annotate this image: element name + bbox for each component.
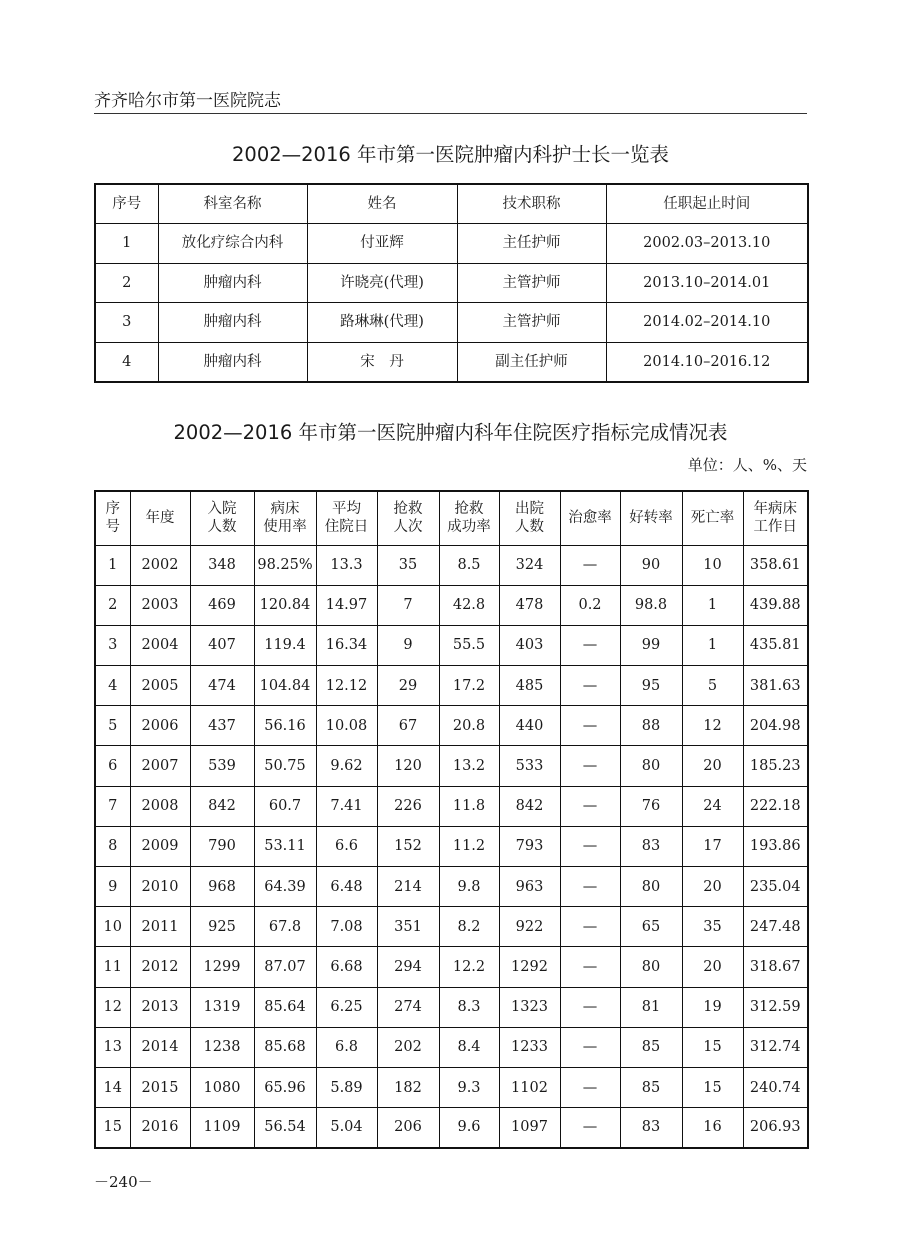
table-cell: 0.2 xyxy=(560,585,620,625)
table-cell: 2 xyxy=(95,263,158,303)
table-cell: 87.07 xyxy=(254,947,316,987)
table-cell: 439.88 xyxy=(743,585,808,625)
table-cell: — xyxy=(560,746,620,786)
table-cell: 7.41 xyxy=(316,786,377,826)
column-header-line: 住院日 xyxy=(324,519,369,536)
table-cell: 2013.10–2014.01 xyxy=(606,263,808,303)
table-cell: — xyxy=(560,786,620,826)
column-header xyxy=(560,491,620,545)
table-cell: 13.2 xyxy=(439,746,499,786)
table-row xyxy=(95,625,808,665)
table-cell: 12.2 xyxy=(439,947,499,987)
table-cell: 440 xyxy=(499,706,560,746)
column-header xyxy=(377,491,439,545)
column-header: 姓名 xyxy=(307,184,457,224)
table-cell: 204.98 xyxy=(743,706,808,746)
table-cell: 407 xyxy=(190,625,254,665)
table-cell: 2002.03–2013.10 xyxy=(606,224,808,264)
table-cell: 64.39 xyxy=(254,867,316,907)
table-cell: 7 xyxy=(377,585,439,625)
column-header-line: 好转率 xyxy=(629,510,673,527)
table-row xyxy=(95,826,808,866)
table-cell: 14 xyxy=(95,1067,130,1107)
table-cell: — xyxy=(560,706,620,746)
table-cell: 2005 xyxy=(130,666,190,706)
table-cell: 185.23 xyxy=(743,746,808,786)
column-header xyxy=(743,491,808,545)
table-cell: 152 xyxy=(377,826,439,866)
table-cell: 85 xyxy=(620,1027,682,1067)
column-header-line: 入院 xyxy=(207,501,237,518)
column-header-line: 人数 xyxy=(515,519,544,536)
table-cell: 副主任护师 xyxy=(457,342,606,382)
table-cell: 76 xyxy=(620,786,682,826)
table-cell: 65 xyxy=(620,907,682,947)
table-cell: 1292 xyxy=(499,947,560,987)
table2-title: 2002—2016 年市第一医院肿瘤内科年住院医疗指标完成情况表 xyxy=(173,421,728,444)
table-cell: 6.25 xyxy=(316,987,377,1027)
table-cell: — xyxy=(560,1108,620,1148)
table-cell: 35 xyxy=(682,907,743,947)
table-cell: 8.2 xyxy=(439,907,499,947)
table-cell: 206 xyxy=(377,1108,439,1148)
column-header: 科室名称 xyxy=(158,184,307,224)
table-cell: 1097 xyxy=(499,1108,560,1148)
page-number: －240－ xyxy=(94,1173,153,1191)
table-cell: 11.2 xyxy=(439,826,499,866)
column-header-line: 使用率 xyxy=(263,519,307,536)
table-cell: — xyxy=(560,867,620,907)
table-cell: 56.54 xyxy=(254,1108,316,1148)
table-cell: 24 xyxy=(682,786,743,826)
table-cell: 9.62 xyxy=(316,746,377,786)
table-cell: 1319 xyxy=(190,987,254,1027)
table-cell: 193.86 xyxy=(743,826,808,866)
table-cell: 35 xyxy=(377,545,439,585)
table-header-row xyxy=(95,491,808,545)
table-cell: — xyxy=(560,1067,620,1107)
table-cell: 5.04 xyxy=(316,1108,377,1148)
column-header-line: 人次 xyxy=(393,519,423,536)
table-cell: 4 xyxy=(95,666,130,706)
table-cell: 5 xyxy=(682,666,743,706)
column-header-line: 成功率 xyxy=(447,519,491,536)
table-cell: 5 xyxy=(95,706,130,746)
table-cell: 路琳琳(代理) xyxy=(307,303,457,343)
table-cell: 9.3 xyxy=(439,1067,499,1107)
table-cell: 9.8 xyxy=(439,867,499,907)
table-cell: 8.3 xyxy=(439,987,499,1027)
table-cell: 842 xyxy=(499,786,560,826)
table-row xyxy=(95,303,808,343)
table-cell: 202 xyxy=(377,1027,439,1067)
table-cell: — xyxy=(560,1027,620,1067)
table-cell: 80 xyxy=(620,867,682,907)
column-header-line: 抢救 xyxy=(393,501,423,518)
table-cell: 120 xyxy=(377,746,439,786)
column-header-line: 出院 xyxy=(515,501,544,518)
table-cell: 222.18 xyxy=(743,786,808,826)
column-header xyxy=(190,491,254,545)
column-header-line: 工作日 xyxy=(753,519,797,536)
table-cell: 119.4 xyxy=(254,625,316,665)
table-row xyxy=(95,1108,808,1148)
column-header xyxy=(254,491,316,545)
table-cell: 4 xyxy=(95,342,158,382)
table-row xyxy=(95,585,808,625)
table-cell: 214 xyxy=(377,867,439,907)
table-cell: 351 xyxy=(377,907,439,947)
table-row xyxy=(95,1027,808,1067)
column-header-line: 病床 xyxy=(270,501,300,518)
table-cell: 358.61 xyxy=(743,545,808,585)
table-cell: 1323 xyxy=(499,987,560,1027)
table-cell: 381.63 xyxy=(743,666,808,706)
medical-indicators-table xyxy=(94,490,809,1149)
table-cell: 83 xyxy=(620,1108,682,1148)
table-cell: 15 xyxy=(682,1067,743,1107)
table-cell: 274 xyxy=(377,987,439,1027)
table-cell: 2003 xyxy=(130,585,190,625)
table-cell: 肿瘤内科 xyxy=(158,342,307,382)
table-cell: 8.4 xyxy=(439,1027,499,1067)
table-cell: 3 xyxy=(95,303,158,343)
table-row xyxy=(95,746,808,786)
column-header-line: 治愈率 xyxy=(568,510,612,527)
table-cell: 348 xyxy=(190,545,254,585)
table-row xyxy=(95,947,808,987)
table-cell: 318.67 xyxy=(743,947,808,987)
table-cell: 80 xyxy=(620,746,682,786)
table-cell: 2009 xyxy=(130,826,190,866)
table-row xyxy=(95,867,808,907)
table-cell: 肿瘤内科 xyxy=(158,263,307,303)
table-cell: 14.97 xyxy=(316,585,377,625)
column-header-line: 死亡率 xyxy=(690,510,735,527)
table-cell: 20 xyxy=(682,947,743,987)
column-header xyxy=(682,491,743,545)
table-cell: 17.2 xyxy=(439,666,499,706)
table-row xyxy=(95,263,808,303)
table-cell: 56.16 xyxy=(254,706,316,746)
table-cell: 925 xyxy=(190,907,254,947)
table-cell: 2012 xyxy=(130,947,190,987)
table-cell: 474 xyxy=(190,666,254,706)
column-header: 任职起止时间 xyxy=(606,184,808,224)
table-cell: — xyxy=(560,545,620,585)
table-cell: 42.8 xyxy=(439,585,499,625)
table-cell: 16.34 xyxy=(316,625,377,665)
table-cell: 842 xyxy=(190,786,254,826)
table-cell: 9.6 xyxy=(439,1108,499,1148)
table-cell: 240.74 xyxy=(743,1067,808,1107)
table-cell: 324 xyxy=(499,545,560,585)
table-cell: 主管护师 xyxy=(457,303,606,343)
table-cell: 宋 丹 xyxy=(307,342,457,382)
table-cell: 1 xyxy=(682,585,743,625)
table-cell: 533 xyxy=(499,746,560,786)
table-cell: 182 xyxy=(377,1067,439,1107)
table-cell: 90 xyxy=(620,545,682,585)
table-cell: 60.7 xyxy=(254,786,316,826)
table-cell: 16 xyxy=(682,1108,743,1148)
table-cell: 922 xyxy=(499,907,560,947)
table-cell: 11 xyxy=(95,947,130,987)
table-cell: 2016 xyxy=(130,1108,190,1148)
table-cell: 98.8 xyxy=(620,585,682,625)
table-cell: 7.08 xyxy=(316,907,377,947)
table-cell: 15 xyxy=(682,1027,743,1067)
table-cell: 11.8 xyxy=(439,786,499,826)
table-cell: 付亚辉 xyxy=(307,224,457,264)
table-row xyxy=(95,545,808,585)
table-cell: 8 xyxy=(95,826,130,866)
table-cell: 437 xyxy=(190,706,254,746)
column-header-line: 年病床 xyxy=(753,501,797,518)
table-cell: 83 xyxy=(620,826,682,866)
column-header-line: 年度 xyxy=(145,510,175,527)
table-cell: 2007 xyxy=(130,746,190,786)
table-cell: 12.12 xyxy=(316,666,377,706)
table-cell: 2010 xyxy=(130,867,190,907)
column-header-line: 人数 xyxy=(207,519,237,536)
table-cell: 1233 xyxy=(499,1027,560,1067)
table-cell: 6.48 xyxy=(316,867,377,907)
table-cell: 6.6 xyxy=(316,826,377,866)
table-cell: 5.89 xyxy=(316,1067,377,1107)
table-cell: 15 xyxy=(95,1108,130,1148)
table-cell: 81 xyxy=(620,987,682,1027)
table-row xyxy=(95,666,808,706)
table-cell: 20 xyxy=(682,746,743,786)
table-cell: 6.68 xyxy=(316,947,377,987)
header-rule xyxy=(94,113,807,114)
table-cell: — xyxy=(560,947,620,987)
table-cell: 6 xyxy=(95,746,130,786)
table-cell: 2008 xyxy=(130,786,190,826)
table-cell: 13 xyxy=(95,1027,130,1067)
table-cell: 67 xyxy=(377,706,439,746)
table-cell: 2011 xyxy=(130,907,190,947)
table-cell: 2004 xyxy=(130,625,190,665)
column-header xyxy=(620,491,682,545)
table-cell: 29 xyxy=(377,666,439,706)
column-header-line: 抢救 xyxy=(454,501,484,518)
column-header-line: 平均 xyxy=(332,501,361,518)
table-cell: 793 xyxy=(499,826,560,866)
table-cell: 10.08 xyxy=(316,706,377,746)
table-cell: 539 xyxy=(190,746,254,786)
table-cell: 99 xyxy=(620,625,682,665)
column-header-line: 序 xyxy=(105,501,120,518)
table-cell: 294 xyxy=(377,947,439,987)
table-cell: 963 xyxy=(499,867,560,907)
table-cell: 403 xyxy=(499,625,560,665)
column-header: 序号 xyxy=(95,184,158,224)
table-cell: 13.3 xyxy=(316,545,377,585)
table-cell: 肿瘤内科 xyxy=(158,303,307,343)
table-cell: 主管护师 xyxy=(457,263,606,303)
table-cell: 235.04 xyxy=(743,867,808,907)
table-cell: 968 xyxy=(190,867,254,907)
table-cell: 2006 xyxy=(130,706,190,746)
table-cell: 65.96 xyxy=(254,1067,316,1107)
table-cell: 9 xyxy=(95,867,130,907)
table-cell: 120.84 xyxy=(254,585,316,625)
table-cell: 主任护师 xyxy=(457,224,606,264)
table-cell: 50.75 xyxy=(254,746,316,786)
table-cell: 20 xyxy=(682,867,743,907)
table-cell: 206.93 xyxy=(743,1108,808,1148)
table1-title: 2002—2016 年市第一医院肿瘤内科护士长一览表 xyxy=(232,143,669,166)
head-nurse-table xyxy=(94,183,809,383)
table-cell: 许晓亮(代理) xyxy=(307,263,457,303)
table-cell: 2 xyxy=(95,585,130,625)
table-cell: 19 xyxy=(682,987,743,1027)
table-cell: 485 xyxy=(499,666,560,706)
table-cell: 53.11 xyxy=(254,826,316,866)
table-cell: 95 xyxy=(620,666,682,706)
table-cell: 10 xyxy=(682,545,743,585)
table-row xyxy=(95,342,808,382)
table-cell: 1 xyxy=(95,224,158,264)
table-cell: 2014 xyxy=(130,1027,190,1067)
table-row xyxy=(95,224,808,264)
table-cell: 12 xyxy=(682,706,743,746)
table-cell: 312.74 xyxy=(743,1027,808,1067)
unit-label: 单位：人、%、天 xyxy=(687,456,807,474)
table-cell: 247.48 xyxy=(743,907,808,947)
table-cell: 6.8 xyxy=(316,1027,377,1067)
table-cell: 88 xyxy=(620,706,682,746)
column-header xyxy=(316,491,377,545)
table-cell: 1238 xyxy=(190,1027,254,1067)
table-cell: 8.5 xyxy=(439,545,499,585)
table-cell: 12 xyxy=(95,987,130,1027)
table-cell: 85 xyxy=(620,1067,682,1107)
table-cell: — xyxy=(560,625,620,665)
table-cell: 2013 xyxy=(130,987,190,1027)
running-header: 齐齐哈尔市第一医院院志 xyxy=(94,91,281,111)
table-cell: 2015 xyxy=(130,1067,190,1107)
column-header xyxy=(95,491,130,545)
table-cell: 98.25% xyxy=(254,545,316,585)
table-cell: 104.84 xyxy=(254,666,316,706)
table-cell: 1 xyxy=(682,625,743,665)
table-row xyxy=(95,706,808,746)
column-header: 技术职称 xyxy=(457,184,606,224)
table-row xyxy=(95,1067,808,1107)
table-row xyxy=(95,987,808,1027)
table-cell: 10 xyxy=(95,907,130,947)
column-header xyxy=(130,491,190,545)
table-cell: 2014.02–2014.10 xyxy=(606,303,808,343)
table-cell: 3 xyxy=(95,625,130,665)
table-cell: — xyxy=(560,666,620,706)
table-cell: 1299 xyxy=(190,947,254,987)
table-cell: 80 xyxy=(620,947,682,987)
table-cell: 9 xyxy=(377,625,439,665)
table-cell: 435.81 xyxy=(743,625,808,665)
table-cell: 55.5 xyxy=(439,625,499,665)
table-cell: 85.68 xyxy=(254,1027,316,1067)
table-cell: 469 xyxy=(190,585,254,625)
column-header xyxy=(499,491,560,545)
table-cell: 2014.10–2016.12 xyxy=(606,342,808,382)
table-cell: — xyxy=(560,987,620,1027)
table-cell: 1080 xyxy=(190,1067,254,1107)
table-cell: 312.59 xyxy=(743,987,808,1027)
table-cell: 478 xyxy=(499,585,560,625)
table-cell: 放化疗综合内科 xyxy=(158,224,307,264)
table-cell: 790 xyxy=(190,826,254,866)
table-row xyxy=(95,907,808,947)
table-header-row xyxy=(95,184,808,224)
table-cell: 1102 xyxy=(499,1067,560,1107)
table-cell: 2002 xyxy=(130,545,190,585)
table-cell: 226 xyxy=(377,786,439,826)
table-cell: 7 xyxy=(95,786,130,826)
table-cell: — xyxy=(560,907,620,947)
table-cell: — xyxy=(560,826,620,866)
table-cell: 20.8 xyxy=(439,706,499,746)
table-cell: 1109 xyxy=(190,1108,254,1148)
table-row xyxy=(95,786,808,826)
table-cell: 67.8 xyxy=(254,907,316,947)
column-header xyxy=(439,491,499,545)
column-header-line: 号 xyxy=(105,519,120,536)
table-cell: 1 xyxy=(95,545,130,585)
table-cell: 17 xyxy=(682,826,743,866)
table-cell: 85.64 xyxy=(254,987,316,1027)
